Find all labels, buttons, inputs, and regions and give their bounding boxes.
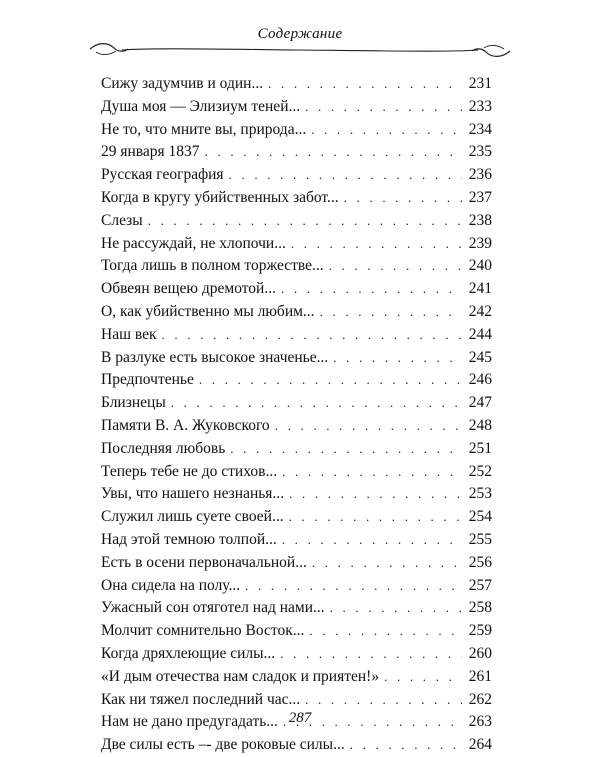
toc-entry-page: 240: [468, 257, 492, 275]
toc-entry[interactable]: [101, 96, 492, 119]
toc-entry[interactable]: [101, 597, 492, 620]
toc-entry[interactable]: [101, 483, 492, 506]
dot-leader: [312, 552, 462, 575]
toc-entry[interactable]: [101, 575, 492, 598]
dot-leader: [281, 278, 462, 301]
toc-entry[interactable]: [101, 210, 492, 233]
toc-entry-title: Служил лишь суете своей...: [101, 508, 284, 526]
toc-entry-page: 236: [468, 166, 492, 184]
toc-entry[interactable]: [101, 734, 492, 757]
toc-entry-title: Русская география: [101, 166, 224, 184]
toc-entry-title: Две силы есть –- две роковые силы...: [101, 736, 345, 754]
dot-leader: [289, 483, 462, 506]
toc-entry-page: 245: [468, 348, 492, 366]
dot-leader: [280, 643, 462, 666]
toc-entry-title: Не то, что мните вы, природа...: [101, 120, 307, 138]
dot-leader: [268, 73, 462, 96]
toc-entry-title: Слезы: [101, 211, 143, 229]
toc-entry-page: 241: [468, 280, 492, 298]
dot-leader: [245, 575, 462, 598]
toc-entry-page: 248: [468, 416, 492, 434]
toc-entry-title: Памяти В. А. Жуковского: [101, 416, 270, 434]
table-of-contents: [101, 73, 492, 757]
toc-entry[interactable]: [101, 415, 492, 438]
toc-entry-page: 237: [468, 188, 492, 206]
toc-entry-title: О, как убийственно мы любим...: [101, 302, 315, 320]
toc-entry-title: Теперь тебе не до стихов...: [101, 462, 278, 480]
toc-entry-page: 244: [468, 325, 492, 343]
toc-entry[interactable]: [101, 552, 492, 575]
dot-leader: [305, 689, 462, 712]
toc-entry[interactable]: [101, 643, 492, 666]
toc-entry-page: 264: [468, 736, 492, 754]
dot-leader: [148, 210, 462, 233]
toc-entry-page: 254: [468, 508, 492, 526]
toc-entry[interactable]: [101, 666, 492, 689]
toc-entry[interactable]: [101, 506, 492, 529]
toc-entry-page: 263: [468, 713, 492, 731]
toc-entry-page: 252: [468, 462, 492, 480]
toc-entry-page: 260: [468, 644, 492, 662]
toc-entry-page: 238: [468, 211, 492, 229]
dot-leader: [282, 529, 462, 552]
dot-leader: [309, 620, 462, 643]
toc-entry-title: Душа моя — Элизиум теней...: [101, 97, 301, 115]
toc-entry-title: Когда в кругу убийственных забот...: [101, 188, 339, 206]
toc-entry-page: 247: [468, 394, 492, 412]
toc-entry[interactable]: [101, 438, 492, 461]
dot-leader: [384, 666, 462, 689]
toc-entry-title: Как ни тяжел последний час...: [101, 690, 301, 708]
dot-leader: [305, 96, 462, 119]
dot-leader: [230, 438, 462, 461]
toc-entry-title: Не рассуждай, не хлопочи...: [101, 234, 286, 252]
dot-leader: [171, 392, 462, 415]
toc-entry-title: В разлуке есть высокое значенье...: [101, 348, 329, 366]
dot-leader: [333, 347, 462, 370]
toc-entry[interactable]: [101, 164, 492, 187]
toc-entry-title: Последняя любовь: [101, 439, 226, 457]
toc-entry-title: Близнецы: [101, 394, 166, 412]
toc-entry-page: 259: [468, 622, 492, 640]
toc-entry-page: 257: [468, 576, 492, 594]
toc-entry-title: Она сидела на полу...: [101, 576, 241, 594]
toc-entry-title: Увы, что нашего незнанья...: [101, 485, 285, 503]
header-ornament-rule: [88, 40, 512, 60]
toc-entry-title: Обвеян вещею дремотой...: [101, 280, 276, 298]
toc-entry[interactable]: [101, 119, 492, 142]
toc-entry[interactable]: [101, 278, 492, 301]
toc-entry-page: 262: [468, 690, 492, 708]
toc-entry-title: Молчит сомнительно Восток...: [101, 622, 305, 640]
toc-entry[interactable]: [101, 324, 492, 347]
dot-leader: [162, 324, 462, 347]
toc-entry[interactable]: [101, 255, 492, 278]
toc-entry-title: Тогда лишь в полном торжестве...: [101, 257, 324, 275]
toc-entry-title: Над этой темною толпой...: [101, 530, 277, 548]
dot-leader: [289, 506, 462, 529]
dot-leader: [275, 415, 462, 438]
running-head-title: Содержание: [257, 26, 343, 42]
toc-entry[interactable]: [101, 620, 492, 643]
dot-leader: [282, 461, 462, 484]
toc-entry[interactable]: [101, 392, 492, 415]
toc-entry-page: 231: [468, 75, 492, 92]
toc-entry-title: Сижу задумчив и один...: [101, 75, 264, 92]
toc-entry[interactable]: [101, 369, 492, 392]
toc-entry-page: 255: [468, 530, 492, 548]
toc-entry[interactable]: [101, 461, 492, 484]
dot-leader: [344, 187, 462, 210]
toc-entry[interactable]: [101, 347, 492, 370]
toc-entry-page: 242: [468, 302, 492, 320]
toc-entry-title: «И дым отечества нам сладок и приятен!»: [101, 667, 380, 685]
dot-leader: [229, 164, 462, 187]
toc-entry-page: 251: [468, 439, 492, 457]
toc-entry-page: 256: [468, 553, 492, 571]
dot-leader: [199, 369, 462, 392]
toc-entry-title: Когда дряхлеющие силы...: [101, 644, 276, 662]
dot-leader: [329, 255, 462, 278]
toc-entry[interactable]: [101, 187, 492, 210]
toc-entry[interactable]: [101, 689, 492, 712]
page-number: 287: [288, 710, 312, 726]
toc-entry[interactable]: [101, 141, 492, 164]
toc-entry-title: 29 января 1837: [101, 143, 200, 161]
toc-entry-page: 239: [468, 234, 492, 252]
toc-entry-page: 246: [468, 371, 492, 389]
dot-leader: [350, 734, 462, 757]
toc-entry-title: Наш век: [101, 325, 157, 343]
dot-leader: [291, 233, 462, 256]
toc-entry[interactable]: [101, 529, 492, 552]
dot-leader: [320, 301, 462, 324]
toc-entry-title: Предпочтенье: [101, 371, 194, 389]
dot-leader: [330, 597, 462, 620]
toc-entry-page: 234: [468, 120, 492, 138]
dot-leader: [311, 119, 462, 142]
toc-entry-page: 253: [468, 485, 492, 503]
toc-entry[interactable]: [101, 301, 492, 324]
toc-entry-title: Ужасный сон отяготел над нами...: [101, 599, 325, 617]
toc-entry[interactable]: [101, 73, 492, 96]
toc-entry-title: Есть в осени первоначальной...: [101, 553, 307, 571]
toc-entry-page: 235: [468, 143, 492, 161]
toc-entry-page: 233: [468, 97, 492, 115]
dot-leader: [205, 141, 462, 164]
toc-entry-page: 261: [468, 667, 492, 685]
toc-entry[interactable]: [101, 233, 492, 256]
toc-entry-title: Нам не дано предугадать...: [101, 713, 278, 731]
toc-entry-page: 258: [468, 599, 492, 617]
